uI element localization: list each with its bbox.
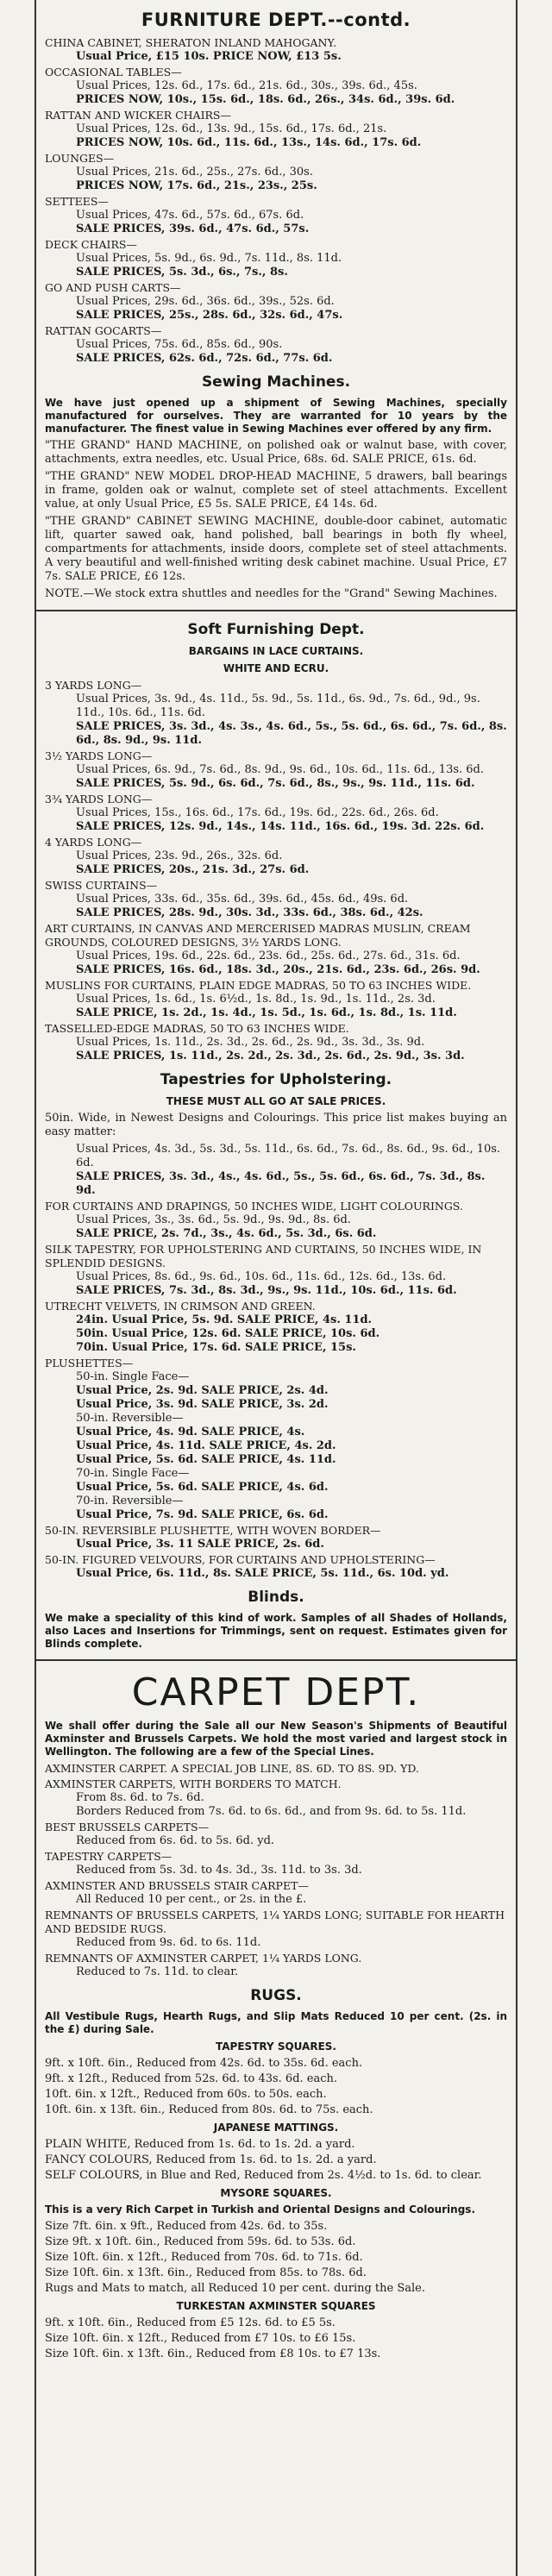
turkestan-squares-heading: TURKESTAN AXMINSTER SQUARES (176, 2300, 376, 2312)
price-line: Usual Price, 3s. 11 SALE PRICE, 2s. 6d. (76, 1538, 324, 1551)
price-line: SALE PRICES, 5s. 9d., 6s. 6d., 7s. 6d., 8s., 9s., 9s. 11d., 11s. 6d. (76, 777, 475, 790)
item-title: SILK TAPESTRY, FOR UPHOLSTERING AND CURTAINS, 50 INCHES WIDE, IN SPLENDID DESIGNS. (45, 1243, 482, 1269)
price-item (45, 36, 507, 64)
price-line: Usual Prices, 19s. 6d., 22s. 6d., 23s. 6d., 25s. 6d., 27s. 6d., 31s. 6d. (76, 950, 461, 962)
price-line: Usual Prices, 3s. 9d., 4s. 11d., 5s. 9d., 5s. 11d., 6s. 9d., 7s. 6d., 9d., 9s. 11d., 10s. 6d., 11s. 6d. (76, 693, 480, 719)
tapestry-list (45, 1143, 507, 1581)
price-line: SALE PRICES, 7s. 3d., 8s. 3d., 9s., 9s. 11d., 10s. 6d., 11s. 6d. (76, 1284, 457, 1297)
price-line: Usual Price, 7s. 9d. SALE PRICE, 6s. 6d. (76, 1508, 329, 1521)
price-line: SALE PRICES, 62s. 6d., 72s. 6d., 77s. 6d. (76, 352, 333, 365)
item-title: 50-IN. REVERSIBLE PLUSHETTE, WITH WOVEN BORDER— (45, 1524, 381, 1537)
price-line: PRICES NOW, 10s. 6d., 11s. 6d., 13s., 14s. 6d., 17s. 6d. (76, 136, 422, 149)
price-line: Usual Prices, 12s. 6d., 17s. 6d., 21s. 6d., 30s., 39s. 6d., 45s. (76, 79, 417, 92)
text-line: Size 7ft. 6in. x 9ft., Reduced from 42s. 6d. to 35s. (45, 2220, 328, 2233)
price-item (45, 152, 507, 193)
price-line: Usual Prices, 47s. 6d., 57s. 6d., 67s. 6d. (76, 209, 304, 222)
text-line: "THE GRAND" HAND MACHINE, on polished oak or walnut base, with cover, attachments, extra needles, etc. Usual Price, 68s. 6d. SALE PRICE, 61s. 6d. (45, 439, 507, 466)
price-item (45, 195, 507, 236)
item-title: TASSELLED-EDGE MADRAS, 50 TO 63 INCHES WIDE. (45, 1022, 349, 1035)
price-line: Reduced from 5s. 3d. to 4s. 3d., 3s. 11d. to 3s. 3d. (76, 1864, 362, 1877)
carpet-heading: CARPET DEPT. (131, 1670, 421, 1714)
text-line: Size 10ft. 6in. x 13ft. 6in., Reduced from 85s. to 78s. 6d. (45, 2266, 367, 2279)
item-title: SETTEES— (45, 195, 109, 208)
price-line: Reduced from 9s. 6d. to 6s. 11d. (76, 1936, 261, 1949)
price-line: SALE PRICES, 3s. 3d., 4s., 4s. 6d., 5s., 5s. 6d., 6s. 6d., 7s. 3d., 8s. 9d. (76, 1170, 486, 1197)
item-title: 50-IN. FIGURED VELVOURS, FOR CURTAINS AND UPHOLSTERING— (45, 1553, 436, 1566)
price-line: Usual Price, 6s. 11d., 8s. SALE PRICE, 5s. 11d., 6s. 10d. yd. (76, 1567, 449, 1580)
item-title: PLUSHETTES— (45, 1357, 134, 1369)
price-item (45, 1879, 507, 1907)
price-line: SALE PRICES, 12s. 9d., 14s., 14s. 11d., 16s. 6d., 19s. 3d. 22s. 6d. (76, 820, 485, 833)
price-item (45, 1524, 507, 1551)
text-line: 9ft. x 10ft. 6in., Reduced from 42s. 6d. to 35s. 6d. each. (45, 2057, 363, 2070)
price-item (45, 922, 507, 977)
price-line: Usual Prices, 21s. 6d., 25s., 27s. 6d., 30s. (76, 166, 313, 179)
price-item (45, 281, 507, 323)
price-item (45, 1022, 507, 1063)
item-title: GO AND PUSH CARTS— (45, 281, 181, 294)
price-line: 24in. Usual Price, 5s. 9d. SALE PRICE, 4s. 11d. (76, 1313, 373, 1326)
price-line: Usual Prices, 4s. 3d., 5s. 3d., 5s. 11d., 6s. 6d., 7s. 6d., 8s. 6d., 9s. 6d., 10s. 6d. (76, 1143, 501, 1169)
text-line: Size 9ft. x 10ft. 6in., Reduced from 59s. 6d. to 53s. 6d. (45, 2235, 356, 2248)
sewing-heading: Sewing Machines. (201, 373, 351, 391)
tapestry-squares-heading: TAPESTRY SQUARES. (216, 2040, 336, 2053)
item-title: 4 YARDS LONG— (45, 836, 142, 849)
text-line: "THE GRAND" CABINET SEWING MACHINE, double-door cabinet, automatic lift, quarter sawed oak, hand polished, ball bearings in both fly wheel, compartments for attachments, inside doors, complete set of steel attachments. A very beautiful and well-finished writing desk cabinet machine. Usual Price, £7 7s. SALE PRICE, £6 12s. (45, 515, 507, 583)
price-line: 70in. Usual Price, 17s. 6d. SALE PRICE, 15s. (76, 1341, 356, 1354)
item-title: TAPESTRY CARPETS— (45, 1850, 172, 1863)
carpet-intro: We shall offer during the Sale all our New Season's Shipments of Beautiful Axminster and Brussels Carpets. We hold the most varied and largest stock in Wellington. The following are a few of the Special Lines. (45, 1720, 507, 1758)
price-line: SALE PRICES, 20s., 21s. 3d., 27s. 6d. (76, 863, 310, 876)
price-line: SALE PRICES, 16s. 6d., 18s. 3d., 20s., 21s. 6d., 23s. 6d., 26s. 9d. (76, 963, 480, 976)
text-line: NOTE.—We stock extra shuttles and needles for the "Grand" Sewing Machines. (45, 587, 498, 600)
price-line: Usual Prices, 5s. 9d., 6s. 9d., 7s. 11d., 8s. 11d. (76, 252, 342, 265)
text-line: 9ft. x 12ft., Reduced from 52s. 6d. to 43s. 6d. each. (45, 2072, 338, 2085)
item-title: MUSLINS FOR CURTAINS, PLAIN EDGE MADRAS, 50 TO 63 INCHES WIDE. (45, 979, 472, 992)
section-divider (36, 1659, 516, 1661)
price-line: Usual Price, 4s. 11d. SALE PRICE, 4s. 2d. (76, 1439, 336, 1452)
item-title: BEST BRUSSELS CARPETS— (45, 1821, 210, 1833)
tapestry-squares-list (45, 2057, 507, 2117)
item-title: SWISS CURTAINS— (45, 879, 158, 892)
price-line: Usual Prices, 1s. 6d., 1s. 6½d., 1s. 8d., 1s. 9d., 1s. 11d., 2s. 3d. (76, 993, 436, 1006)
price-line: Reduced from 6s. 6d. to 5s. 6d. yd. (76, 1834, 275, 1847)
price-line: Usual Prices, 12s. 6d., 13s. 9d., 15s. 6d., 17s. 6d., 21s. (76, 122, 387, 135)
text-line: Size 10ft. 6in. x 12ft., Reduced from 70s. 6d. to 71s. 6d. (45, 2251, 363, 2264)
price-line: 70-in. Single Face— (76, 1467, 190, 1480)
text-line: Rugs and Mats to match, all Reduced 10 per cent. during the Sale. (45, 2282, 425, 2295)
price-line: Usual Price, 4s. 9d. SALE PRICE, 4s. (76, 1426, 305, 1438)
price-item (45, 1300, 507, 1355)
blinds-heading: Blinds. (248, 1589, 304, 1606)
price-line: SALE PRICE, 2s. 7d., 3s., 4s. 6d., 5s. 3d., 6s. 6d. (76, 1227, 377, 1240)
price-line: All Reduced 10 per cent., or 2s. in the £. (76, 1893, 307, 1906)
price-line: Usual Prices, 3s., 3s. 6d., 5s. 9d., 9s. 9d., 8s. 6d. (76, 1213, 351, 1226)
price-item (45, 1143, 507, 1198)
price-line: PRICES NOW, 17s. 6d., 21s., 23s., 25s. (76, 179, 317, 192)
item-title: CHINA CABINET, SHERATON INLAND MAHOGANY. (45, 36, 337, 49)
furniture-heading: FURNITURE DEPT.--contd. (141, 9, 411, 30)
price-line: 50-in. Reversible— (76, 1412, 184, 1425)
price-line: Usual Price, 3s. 9d. SALE PRICE, 3s. 2d. (76, 1398, 329, 1411)
price-item (45, 979, 507, 1020)
price-item (45, 1243, 507, 1298)
price-item (45, 238, 507, 279)
price-line: 50-in. Single Face— (76, 1370, 190, 1383)
tapestry-subheading: THESE MUST ALL GO AT SALE PRICES. (166, 1095, 386, 1107)
price-line: 70-in. Reversible— (76, 1495, 184, 1507)
item-title: REMNANTS OF BRUSSELS CARPETS, 1¼ YARDS LONG; SUITABLE FOR HEARTH AND BEDSIDE RUGS. (45, 1908, 505, 1935)
mysore-intro: This is a very Rich Carpet in Turkish and Oriental Designs and Colourings. (45, 2203, 476, 2216)
mysore-squares-heading: MYSORE SQUARES. (220, 2187, 332, 2199)
item-title: UTRECHT VELVETS, IN CRIMSON AND GREEN. (45, 1300, 316, 1313)
price-line: Usual Prices, 29s. 6d., 36s. 6d., 39s., 52s. 6d. (76, 295, 335, 308)
price-item (45, 109, 507, 150)
text-line: "THE GRAND" NEW MODEL DROP-HEAD MACHINE, 5 drawers, ball bearings in frame, golden oak or walnut, complete set of steel attachments. Excellent value, at only Usual Price, £5 5s. SALE PRICE, £4 14s. 6d. (45, 470, 507, 511)
item-title: LOUNGES— (45, 152, 115, 165)
sewing-intro: We have just opened up a shipment of Sewing Machines, specially manufactured for ourselves. They are warranted for 10 years by the manufacturer. The finest value in Sewing Machines ever offered by any firm. (45, 397, 507, 435)
section-divider (36, 610, 516, 611)
sewing-paragraphs (45, 439, 507, 601)
price-line: SALE PRICES, 39s. 6d., 47s. 6d., 57s. (76, 223, 310, 235)
price-item (45, 1762, 507, 1776)
price-line: From 8s. 6d. to 7s. 6d. (76, 1791, 204, 1804)
price-line: Usual Price, 2s. 9d. SALE PRICE, 2s. 4d. (76, 1384, 329, 1397)
item-title: 3 YARDS LONG— (45, 679, 142, 692)
price-line: Usual Price, 5s. 6d. SALE PRICE, 4s. 11d. (76, 1453, 336, 1466)
item-title: DECK CHAIRS— (45, 238, 137, 251)
price-item (45, 879, 507, 920)
tapestry-intro: 50in. Wide, in Newest Designs and Colourings. This price list makes buying an easy matter: (45, 1112, 507, 1138)
text-line: FANCY COLOURS, Reduced from 1s. 6d. to 1s. 2d. a yard. (45, 2153, 377, 2166)
japanese-mattings-heading: JAPANESE MATTINGS. (213, 2122, 339, 2134)
price-line: SALE PRICES, 1s. 11d., 2s. 2d., 2s. 3d., 2s. 6d., 2s. 9d., 3s. 3d. (76, 1050, 465, 1062)
item-title: 3¾ YARDS LONG— (45, 793, 153, 805)
price-line: SALE PRICE, 1s. 2d., 1s. 4d., 1s. 5d., 1s. 6d., 1s. 8d., 1s. 11d. (76, 1006, 457, 1019)
item-title: OCCASIONAL TABLES— (45, 66, 182, 78)
price-line: Usual Prices, 23s. 9d., 26s., 32s. 6d. (76, 849, 283, 862)
price-item (45, 1850, 507, 1877)
price-item (45, 1952, 507, 1979)
price-line: Reduced to 7s. 11d. to clear. (76, 1965, 239, 1978)
item-title: 3½ YARDS LONG— (45, 749, 153, 762)
lace-curtains-subheading: BARGAINS IN LACE CURTAINS. (188, 645, 364, 657)
text-line: 9ft. x 10ft. 6in., Reduced from £5 12s. 6d. to £5 5s. (45, 2316, 336, 2329)
mysore-squares-list (45, 2220, 507, 2296)
price-item (45, 1821, 507, 1848)
newspaper-advert (34, 0, 518, 2576)
price-line: Usual Price, £15 10s. PRICE NOW, £13 5s. (76, 50, 342, 63)
price-item (45, 1357, 507, 1522)
price-line: PRICES NOW, 10s., 15s. 6d., 18s. 6d., 26s., 34s. 6d., 39s. 6d. (76, 93, 455, 106)
price-line: Borders Reduced from 7s. 6d. to 6s. 6d., and from 9s. 6d. to 5s. 11d. (76, 1805, 467, 1818)
item-title: FOR CURTAINS AND DRAPINGS, 50 INCHES WIDE, LIGHT COLOURINGS. (45, 1200, 463, 1213)
price-line: Usual Prices, 6s. 9d., 7s. 6d., 8s. 9d., 9s. 6d., 10s. 6d., 11s. 6d., 13s. 6d. (76, 763, 484, 776)
price-line: Usual Prices, 33s. 6d., 35s. 6d., 39s. 6d., 45s. 6d., 49s. 6d. (76, 893, 409, 906)
price-item (45, 793, 507, 834)
text-line: Size 10ft. 6in. x 13ft. 6in., Reduced from £8 10s. to £7 13s. (45, 2347, 381, 2360)
price-item (45, 836, 507, 877)
price-item (45, 749, 507, 791)
soft-furnishing-list (45, 679, 507, 1063)
soft-furnishing-heading: Soft Furnishing Dept. (187, 621, 365, 638)
item-title: ART CURTAINS, IN CANVAS AND MERCERISED MADRAS MUSLIN, CREAM GROUNDS, COLOURED DESIGNS, 3½ YARDS LONG. (45, 922, 471, 949)
text-line: 10ft. 6in. x 12ft., Reduced from 60s. to 50s. each. (45, 2088, 327, 2101)
item-title: AXMINSTER CARPET. A SPECIAL JOB LINE, 8S. 6D. TO 8S. 9D. YD. (45, 1762, 419, 1775)
price-line: Usual Prices, 75s. 6d., 85s. 6d., 90s. (76, 338, 283, 351)
price-item (45, 324, 507, 366)
price-line: SALE PRICES, 5s. 3d., 6s., 7s., 8s. (76, 266, 288, 279)
price-line: SALE PRICES, 3s. 3d., 4s. 3s., 4s. 6d., 5s., 5s. 6d., 6s. 6d., 7s. 6d., 8s. 6d., 8s. 9d., 9s. 11d. (76, 720, 507, 747)
price-item (45, 1777, 507, 1819)
price-item (45, 679, 507, 748)
item-title: RATTAN AND WICKER CHAIRS— (45, 109, 231, 122)
price-line: Usual Price, 5s. 6d. SALE PRICE, 4s. 6d. (76, 1481, 329, 1494)
rugs-heading: RUGS. (250, 1987, 302, 2004)
tapestry-heading: Tapestries for Upholstering. (160, 1071, 392, 1088)
japanese-mattings-list (45, 2138, 507, 2183)
turkestan-squares-list (45, 2316, 507, 2361)
item-title: REMNANTS OF AXMINSTER CARPET, 1¼ YARDS LONG. (45, 1952, 362, 1965)
price-line: 50in. Usual Price, 12s. 6d. SALE PRICE, 10s. 6d. (76, 1327, 380, 1340)
price-line: Usual Prices, 8s. 6d., 9s. 6d., 10s. 6d., 11s. 6d., 12s. 6d., 13s. 6d. (76, 1270, 447, 1283)
price-item (45, 1553, 507, 1581)
item-title: AXMINSTER AND BRUSSELS STAIR CARPET— (45, 1879, 309, 1892)
text-line: PLAIN WHITE, Reduced from 1s. 6d. to 1s. 2d. a yard. (45, 2138, 355, 2151)
rugs-intro: All Vestibule Rugs, Hearth Rugs, and Slip Mats Reduced 10 per cent. (2s. in the £) during Sale. (45, 2010, 507, 2035)
price-line: Usual Prices, 1s. 11d., 2s. 3d., 2s. 6d., 2s. 9d., 3s. 3d., 3s. 9d. (76, 1036, 425, 1049)
text-line: Size 10ft. 6in. x 12ft., Reduced from £7 10s. to £6 15s. (45, 2332, 356, 2345)
white-ecru-subheading: WHITE AND ECRU. (223, 662, 329, 674)
text-line: 10ft. 6in. x 13ft. 6in., Reduced from 80s. 6d. to 75s. each. (45, 2103, 373, 2116)
furniture-list (45, 36, 507, 366)
price-line: SALE PRICES, 25s., 28s. 6d., 32s. 6d., 47s. (76, 309, 343, 322)
item-title: AXMINSTER CARPETS, WITH BORDERS TO MATCH. (45, 1777, 342, 1790)
price-item (45, 1908, 507, 1950)
carpet-list (45, 1762, 507, 1979)
text-line: SELF COLOURS, in Blue and Red, Reduced from 2s. 4½d. to 1s. 6d. to clear. (45, 2169, 482, 2182)
price-item (45, 1200, 507, 1241)
item-title: RATTAN GOCARTS— (45, 324, 162, 337)
blinds-text: We make a speciality of this kind of work. Samples of all Shades of Hollands, also Laces and Insertions for Trimmings, sent on request. Estimates given for Blinds complete. (45, 1612, 507, 1650)
price-line: Usual Prices, 15s., 16s. 6d., 17s. 6d., 19s. 6d., 22s. 6d., 26s. 6d. (76, 806, 439, 819)
price-line: SALE PRICES, 28s. 9d., 30s. 3d., 33s. 6d., 38s. 6d., 42s. (76, 906, 423, 919)
price-item (45, 66, 507, 107)
